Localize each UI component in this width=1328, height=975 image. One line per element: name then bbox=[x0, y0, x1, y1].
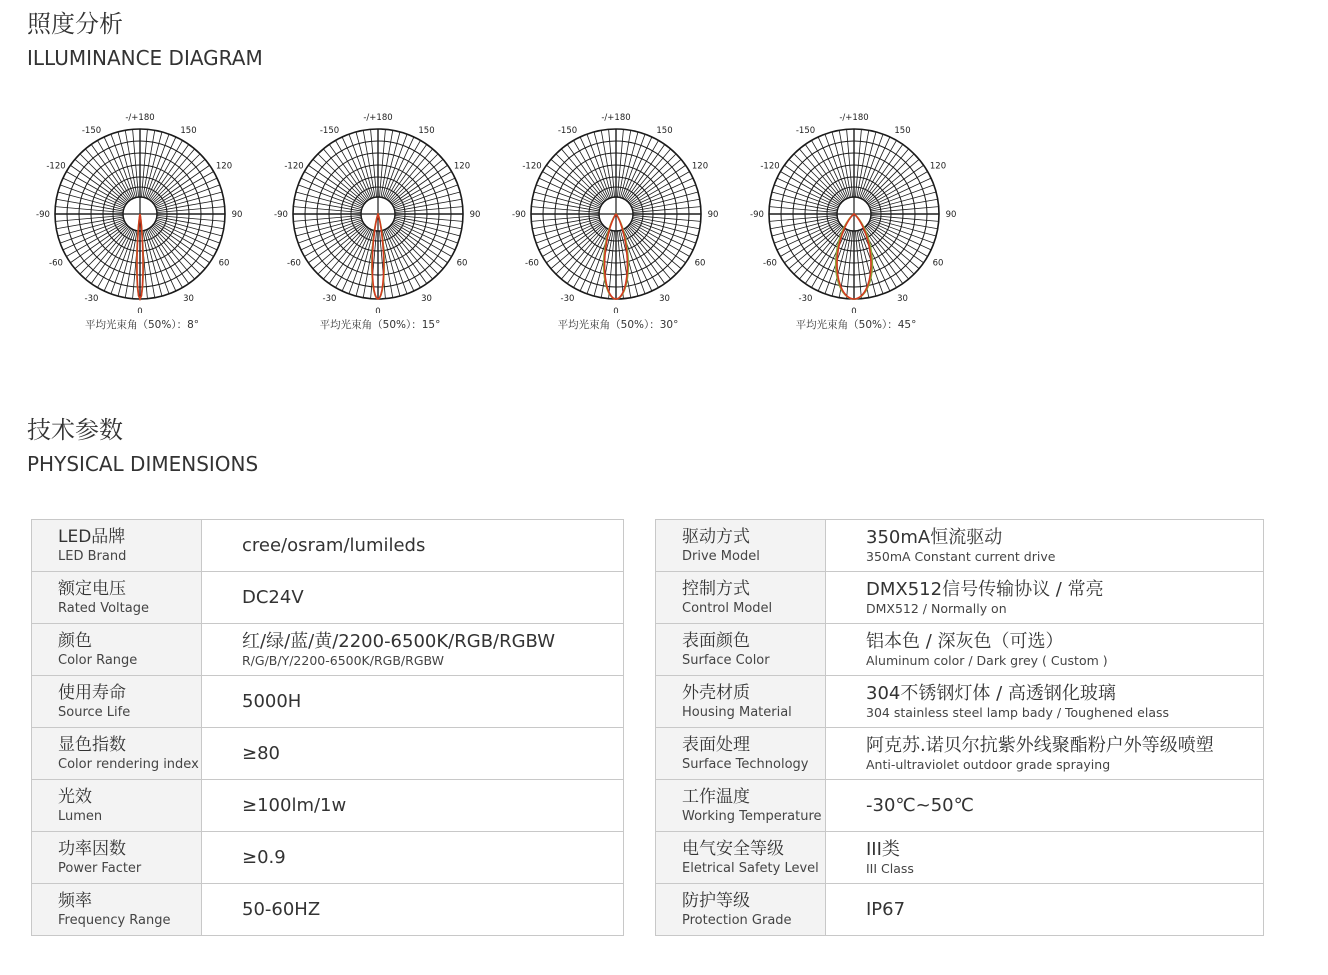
angle-label: 0 bbox=[375, 307, 381, 313]
spec-value-cell bbox=[826, 728, 1264, 780]
angle-label: -90 bbox=[36, 210, 50, 220]
polar-diagram-svg bbox=[738, 108, 974, 313]
spec-value-cell bbox=[202, 884, 624, 936]
angle-label: 150 bbox=[180, 126, 197, 136]
spec-label-cell bbox=[656, 780, 826, 832]
angle-label: 30 bbox=[421, 294, 432, 304]
spec-label-en: Power Facter bbox=[58, 860, 142, 876]
polar-spoke bbox=[301, 178, 363, 207]
angle-label: -120 bbox=[522, 161, 542, 172]
spec-row bbox=[656, 780, 1264, 832]
spec-value-cell bbox=[826, 832, 1264, 884]
spec-value: ≥100lm/1w bbox=[242, 794, 347, 816]
spec-label-cell bbox=[32, 624, 202, 676]
spec-value-cell bbox=[826, 884, 1264, 936]
spec-label-cn: 频率 bbox=[58, 890, 92, 911]
spec-value-en: R/G/B/Y/2200-6500K/RGB/RGBW bbox=[242, 652, 444, 668]
spec-label-cn: 表面处理 bbox=[682, 734, 750, 755]
spec-value: 304不锈钢灯体 / 高透钢化玻璃 bbox=[866, 682, 1116, 704]
polar-spoke bbox=[777, 221, 839, 250]
spec-label-cn: 功率因数 bbox=[58, 838, 126, 859]
angle-label: -30 bbox=[322, 294, 337, 304]
angle-label: 150 bbox=[656, 126, 673, 136]
angle-label: 30 bbox=[183, 294, 194, 304]
spec-value: -30℃~50℃ bbox=[866, 794, 974, 816]
polar-spoke bbox=[861, 229, 890, 291]
spec-value: 红/绿/蓝/黄/2200-6500K/RGB/RGBW bbox=[242, 630, 556, 652]
spec-label-cn: 显色指数 bbox=[58, 734, 126, 755]
polar-spoke bbox=[301, 221, 363, 250]
spec-value: DMX512信号传输协议 / 常亮 bbox=[866, 578, 1104, 600]
polar-spoke bbox=[385, 137, 414, 199]
polar-spoke bbox=[631, 221, 693, 250]
spec-value: 铝本色 / 深灰色（可选） bbox=[866, 630, 1064, 652]
angle-label: -30 bbox=[798, 294, 813, 304]
polar-spoke bbox=[147, 229, 176, 291]
spec-label-en: Eletrical Safety Level bbox=[682, 860, 819, 876]
angle-label: -/+180 bbox=[125, 113, 155, 123]
polar-spoke bbox=[818, 137, 847, 199]
spec-value: 5000H bbox=[242, 690, 302, 712]
spec-label-cn: 光效 bbox=[58, 786, 92, 807]
spec-label-cell bbox=[656, 832, 826, 884]
angle-label: -150 bbox=[557, 126, 578, 136]
angle-label: -120 bbox=[760, 161, 780, 172]
spec-label-en: Control Model bbox=[682, 600, 773, 616]
spec-value: 50-60HZ bbox=[242, 898, 321, 920]
spec-label-cn: 防护等级 bbox=[682, 890, 750, 911]
angle-label: -150 bbox=[81, 126, 102, 136]
angle-label: 90 bbox=[231, 210, 243, 220]
spec-value-en: 304 stainless steel lamp bady / Toughened elass bbox=[866, 704, 1170, 720]
angle-label: 30 bbox=[659, 294, 670, 304]
spec-value-cell bbox=[826, 780, 1264, 832]
angle-label: 120 bbox=[929, 161, 947, 172]
spec-row bbox=[32, 728, 624, 780]
spec-value: III类 bbox=[866, 838, 900, 860]
polar-spoke bbox=[631, 178, 693, 207]
polar-diagram bbox=[738, 108, 974, 338]
polar-diagram bbox=[500, 108, 736, 338]
spec-value: cree/osram/lumileds bbox=[242, 534, 426, 556]
spec-value-en: Aluminum color / Dark grey ( Custom ) bbox=[866, 652, 1108, 668]
spec-value-cell bbox=[202, 520, 624, 572]
spec-value-cell bbox=[202, 624, 624, 676]
spec-label-cell bbox=[32, 780, 202, 832]
spec-label-cn: 外壳材质 bbox=[682, 682, 750, 703]
spec-label-cell bbox=[656, 572, 826, 624]
spec-value: DC24V bbox=[242, 586, 304, 608]
spec-row bbox=[32, 572, 624, 624]
spec-label-en: Source Life bbox=[58, 704, 131, 720]
angle-label: 60 bbox=[694, 258, 706, 269]
polar-spoke bbox=[393, 221, 455, 250]
angle-label: -90 bbox=[274, 210, 288, 220]
angle-label: -60 bbox=[49, 258, 63, 269]
spec-label-cell bbox=[656, 624, 826, 676]
angle-label: 120 bbox=[691, 161, 709, 172]
angle-label: 120 bbox=[453, 161, 471, 172]
spec-label-en: Surface Technology bbox=[682, 756, 809, 772]
polar-spoke bbox=[393, 178, 455, 207]
spec-label-en: Rated Voltage bbox=[58, 600, 149, 616]
spec-row bbox=[32, 832, 624, 884]
angle-label: 90 bbox=[469, 210, 481, 220]
physical-title-en: PHYSICAL DIMENSIONS bbox=[27, 452, 259, 476]
spec-label-cn: 工作温度 bbox=[682, 786, 750, 807]
spec-value: IP67 bbox=[866, 898, 906, 920]
spec-value-cell bbox=[202, 832, 624, 884]
angle-label: -30 bbox=[560, 294, 575, 304]
illuminance-title-en: ILLUMINANCE DIAGRAM bbox=[27, 46, 263, 70]
spec-label-cell bbox=[32, 676, 202, 728]
spec-value-cell bbox=[826, 676, 1264, 728]
spec-row bbox=[32, 520, 624, 572]
polar-spoke bbox=[869, 178, 931, 207]
angle-label: 150 bbox=[894, 126, 911, 136]
spec-label-cn: 表面颜色 bbox=[682, 630, 750, 651]
angle-label: -120 bbox=[46, 161, 66, 172]
polar-diagram bbox=[24, 108, 260, 338]
spec-value-en: DMX512 / Normally on bbox=[866, 600, 1007, 616]
polar-spoke bbox=[63, 178, 125, 207]
angle-label: 60 bbox=[456, 258, 468, 269]
spec-label-cell bbox=[32, 832, 202, 884]
angle-label: -60 bbox=[287, 258, 301, 269]
spec-label-en: Lumen bbox=[58, 808, 103, 824]
spec-label-cn: 使用寿命 bbox=[58, 682, 126, 703]
spec-label-en: LED Brand bbox=[58, 548, 127, 564]
polar-diagram-svg bbox=[500, 108, 736, 313]
angle-label: 0 bbox=[613, 307, 619, 313]
polar-spoke bbox=[342, 229, 371, 291]
spec-row bbox=[656, 884, 1264, 936]
spec-row bbox=[656, 520, 1264, 572]
angle-label: -30 bbox=[84, 294, 99, 304]
spec-value: ≥80 bbox=[242, 742, 280, 764]
angle-label: -120 bbox=[284, 161, 304, 172]
polar-spoke bbox=[104, 229, 133, 291]
spec-label-en: Frequency Range bbox=[58, 912, 171, 928]
polar-spoke bbox=[818, 229, 847, 291]
spec-label-en: Color rendering index bbox=[58, 756, 199, 772]
polar-spoke bbox=[342, 137, 371, 199]
spec-label-en: Protection Grade bbox=[682, 912, 792, 928]
spec-label-en: Working Temperature bbox=[682, 808, 822, 824]
spec-label-en: Surface Color bbox=[682, 652, 770, 668]
spec-label-en: Color Range bbox=[58, 652, 138, 668]
angle-label: -90 bbox=[750, 210, 764, 220]
spec-label-en: Drive Model bbox=[682, 548, 760, 564]
angle-label: -150 bbox=[795, 126, 816, 136]
spec-label-cell bbox=[32, 520, 202, 572]
spec-row bbox=[656, 676, 1264, 728]
beam-angle-caption: 平均光束角（50%）：15° bbox=[319, 319, 441, 331]
angle-label: 120 bbox=[215, 161, 233, 172]
angle-label: -60 bbox=[525, 258, 539, 269]
spec-label-cn: 额定电压 bbox=[58, 578, 126, 599]
angle-label: 0 bbox=[137, 307, 143, 313]
angle-label: 90 bbox=[707, 210, 719, 220]
polar-spoke bbox=[869, 221, 931, 250]
spec-row bbox=[656, 728, 1264, 780]
angle-label: -/+180 bbox=[363, 113, 393, 123]
spec-row bbox=[32, 884, 624, 936]
beam-angle-caption: 平均光束角（50%）：8° bbox=[84, 319, 200, 331]
spec-value-cell bbox=[826, 624, 1264, 676]
spec-label-cn: 颜色 bbox=[58, 630, 92, 651]
spec-label-cn: LED品牌 bbox=[58, 526, 126, 547]
spec-table-right bbox=[655, 519, 1264, 936]
polar-spoke bbox=[861, 137, 890, 199]
spec-label-cell bbox=[656, 884, 826, 936]
spec-value-en: 350mA Constant current drive bbox=[866, 548, 1056, 564]
spec-label-cell bbox=[32, 884, 202, 936]
spec-value-cell bbox=[202, 728, 624, 780]
angle-label: 150 bbox=[418, 126, 435, 136]
spec-row bbox=[32, 676, 624, 728]
physical-title-cn: 技术参数 bbox=[27, 416, 123, 444]
angle-label: 90 bbox=[945, 210, 957, 220]
spec-row bbox=[656, 572, 1264, 624]
spec-label-cell bbox=[656, 520, 826, 572]
spec-value: 350mA恒流驱动 bbox=[866, 526, 1003, 548]
spec-row bbox=[32, 780, 624, 832]
spec-row bbox=[656, 624, 1264, 676]
polar-spoke bbox=[147, 137, 176, 199]
polar-spoke bbox=[155, 221, 217, 250]
angle-label: 0 bbox=[851, 307, 857, 313]
angle-label: 60 bbox=[932, 258, 944, 269]
polar-spoke bbox=[155, 178, 217, 207]
polar-diagram-svg bbox=[262, 108, 498, 313]
illuminance-title-cn: 照度分析 bbox=[27, 10, 123, 38]
angle-label: -90 bbox=[512, 210, 526, 220]
polar-diagram bbox=[262, 108, 498, 338]
angle-label: -60 bbox=[763, 258, 777, 269]
angle-label: -150 bbox=[319, 126, 340, 136]
spec-label-cell bbox=[32, 572, 202, 624]
beam-angle-caption: 平均光束角（50%）：30° bbox=[557, 319, 679, 331]
polar-spoke bbox=[63, 221, 125, 250]
polar-diagram-svg bbox=[24, 108, 260, 313]
spec-value-cell bbox=[826, 572, 1264, 624]
beam-angle-caption: 平均光束角（50%）：45° bbox=[795, 319, 917, 331]
spec-label-cn: 控制方式 bbox=[682, 578, 750, 599]
polar-diagrams bbox=[24, 108, 984, 348]
spec-row bbox=[656, 832, 1264, 884]
spec-label-cn: 驱动方式 bbox=[682, 526, 750, 547]
spec-value-cell bbox=[826, 520, 1264, 572]
spec-table-left bbox=[31, 519, 624, 936]
spec-label-cell bbox=[656, 676, 826, 728]
spec-value-cell bbox=[202, 676, 624, 728]
spec-value: ≥0.9 bbox=[242, 846, 286, 868]
spec-value-en: III Class bbox=[866, 860, 914, 876]
spec-label-en: Housing Material bbox=[682, 704, 792, 720]
spec-value: 阿克苏.诺贝尔抗紫外线聚酯粉户外等级喷塑 bbox=[866, 734, 1214, 756]
angle-label: 60 bbox=[218, 258, 230, 269]
polar-spoke bbox=[385, 229, 414, 291]
spec-row bbox=[32, 624, 624, 676]
angle-label: -/+180 bbox=[839, 113, 869, 123]
polar-spoke bbox=[580, 137, 609, 199]
spec-value-cell bbox=[202, 780, 624, 832]
spec-value-cell bbox=[202, 572, 624, 624]
spec-label-cn: 电气安全等级 bbox=[682, 838, 784, 859]
spec-label-cell bbox=[32, 728, 202, 780]
angle-label: -/+180 bbox=[601, 113, 631, 123]
spec-value-en: Anti-ultraviolet outdoor grade spraying bbox=[866, 756, 1111, 772]
polar-spoke bbox=[104, 137, 133, 199]
polar-spoke bbox=[777, 178, 839, 207]
polar-spoke bbox=[623, 137, 652, 199]
polar-spoke bbox=[539, 178, 601, 207]
polar-spoke bbox=[539, 221, 601, 250]
spec-label-cell bbox=[656, 728, 826, 780]
angle-label: 30 bbox=[897, 294, 908, 304]
